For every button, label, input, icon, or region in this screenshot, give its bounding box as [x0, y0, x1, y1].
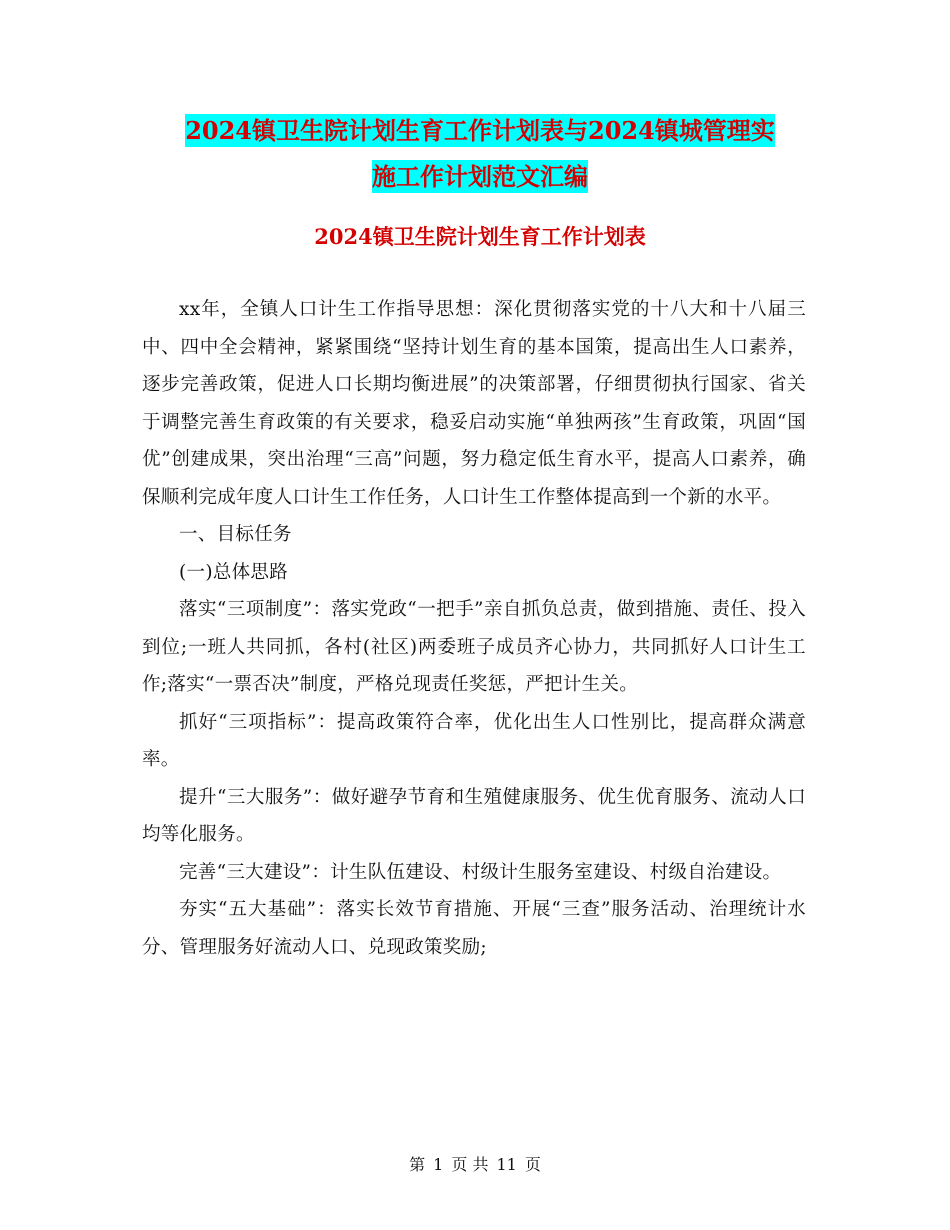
- heading-objectives: 一、目标任务: [179, 524, 292, 545]
- subheading-overall-approach: (一)总体思路: [179, 561, 289, 583]
- paragraph-three-services: 提升“三大服务”：做好避孕节育和生殖健康服务、优生优育服务、流动人口均等化服务。: [142, 786, 806, 845]
- page-total: 11: [496, 1155, 517, 1174]
- paragraph-three-systems: 落实“三项制度”：落实党政“一把手”亲自抓负总责，做到措施、责任、投入到位;一班人共同抓，各村(社区)两委班子成员齐心协力，共同抓好人口计生工作;落实“一票否决”制度，严格兑现责任奖惩，严把计生关。: [142, 599, 806, 695]
- document-title: [140, 108, 820, 200]
- document-title-line-1: 2024镇卫生院计划生育工作计划表与2024镇城管理实: [185, 116, 775, 145]
- page-mid: 页 共: [451, 1155, 489, 1174]
- section-title: 2024镇卫生院计划生育工作计划表: [314, 224, 646, 249]
- document-body: [142, 291, 806, 966]
- paragraph-three-constructions: 完善“三大建设”：计生队伍建设、村级计生服务室建设、村级自治建设。: [179, 861, 782, 883]
- document-title-line-2: 施工作计划范文汇编: [372, 162, 588, 191]
- page-current: 1: [433, 1155, 444, 1174]
- paragraph-five-foundations: 夯实“五大基础”：落实长效节育措施、开展“三查”服务活动、治理统计水分、管理服务好流动人口、兑现政策奖励;: [142, 899, 806, 958]
- page-footer: [0, 1152, 950, 1175]
- page-suffix: 页: [524, 1155, 541, 1174]
- paragraph-three-indicators: 抓好“三项指标”：提高政策符合率，优化出生人口性别比，提高群众满意率。: [142, 711, 806, 770]
- paragraph-guiding-thought: xx年，全镇人口计生工作指导思想：深化贯彻落实党的十八大和十八届三中、四中全会精神，紧紧围绕“坚持计划生育的基本国策，提高出生人口素养，逐步完善政策，促进人口长期均衡进展”的决策部署，仔细贯彻执行国家、省关于调整完善生育政策的有关要求，稳妥启动实施“单独两孩”生育政策，巩固“国优”创建成果，突出治理“三高”问题，努力稳定低生育水平，提高人口素养，确保顺利完成年度人口计生工作任务，人口计生工作整体提高到一个新的水平。: [142, 299, 806, 508]
- page-prefix: 第: [409, 1155, 426, 1174]
